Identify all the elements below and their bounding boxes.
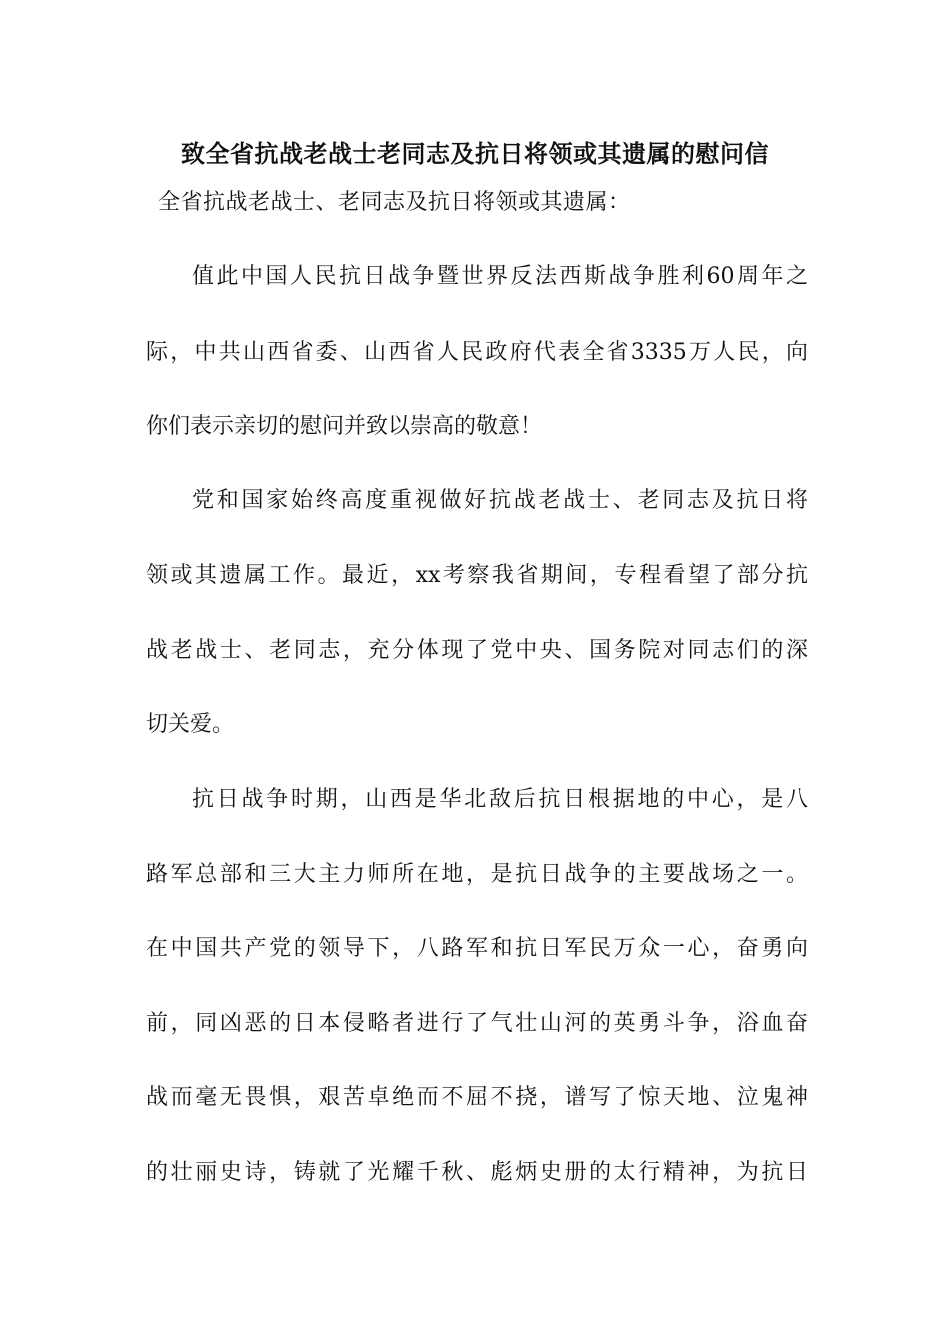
paragraph-3-line-3: 在中国共产党的领导下，八路军和抗日军民万众一心，奋勇向 xyxy=(146,936,808,961)
paragraph-2-line-1: 党和国家始终高度重视做好抗战老战士、老同志及抗日将 xyxy=(192,488,808,513)
paragraph-1-line-2: 际，中共山西省委、山西省人民政府代表全省3335万人民，向 xyxy=(146,340,808,365)
paragraph-3-line-4: 前，同凶恶的日本侵略者进行了气壮山河的英勇斗争，浴血奋 xyxy=(146,1011,808,1036)
paragraph-1-line-1: 值此中国人民抗日战争暨世界反法西斯战争胜利60周年之 xyxy=(192,264,808,289)
paragraph-2-line-4: 切关爱。 xyxy=(146,712,235,737)
paragraph-3-line-2: 路军总部和三大主力师所在地，是抗日战争的主要战场之一。 xyxy=(146,862,808,887)
paragraph-2-line-3: 战老战士、老同志，充分体现了党中央、国务院对同志们的深 xyxy=(146,638,808,663)
paragraph-3-line-1: 抗日战争时期，山西是华北敌后抗日根据地的中心，是八 xyxy=(192,787,808,812)
paragraph-2-line-2: 领或其遗属工作。最近，xx考察我省期间，专程看望了部分抗 xyxy=(146,563,808,588)
letter-title: 致全省抗战老战士老同志及抗日将领或其遗属的慰问信 xyxy=(181,139,769,168)
paragraph-3-line-5: 战而毫无畏惧，艰苦卓绝而不屈不挠，谱写了惊天地、泣鬼神 xyxy=(146,1085,808,1110)
paragraph-3-line-6: 的壮丽史诗，铸就了光耀千秋、彪炳史册的太行精神，为抗日 xyxy=(146,1160,808,1185)
letter-salutation: 全省抗战老战士、老同志及抗日将领或其遗属： xyxy=(158,190,631,215)
paragraph-1-line-3: 你们表示亲切的慰问并致以崇高的敬意！ xyxy=(146,414,543,439)
